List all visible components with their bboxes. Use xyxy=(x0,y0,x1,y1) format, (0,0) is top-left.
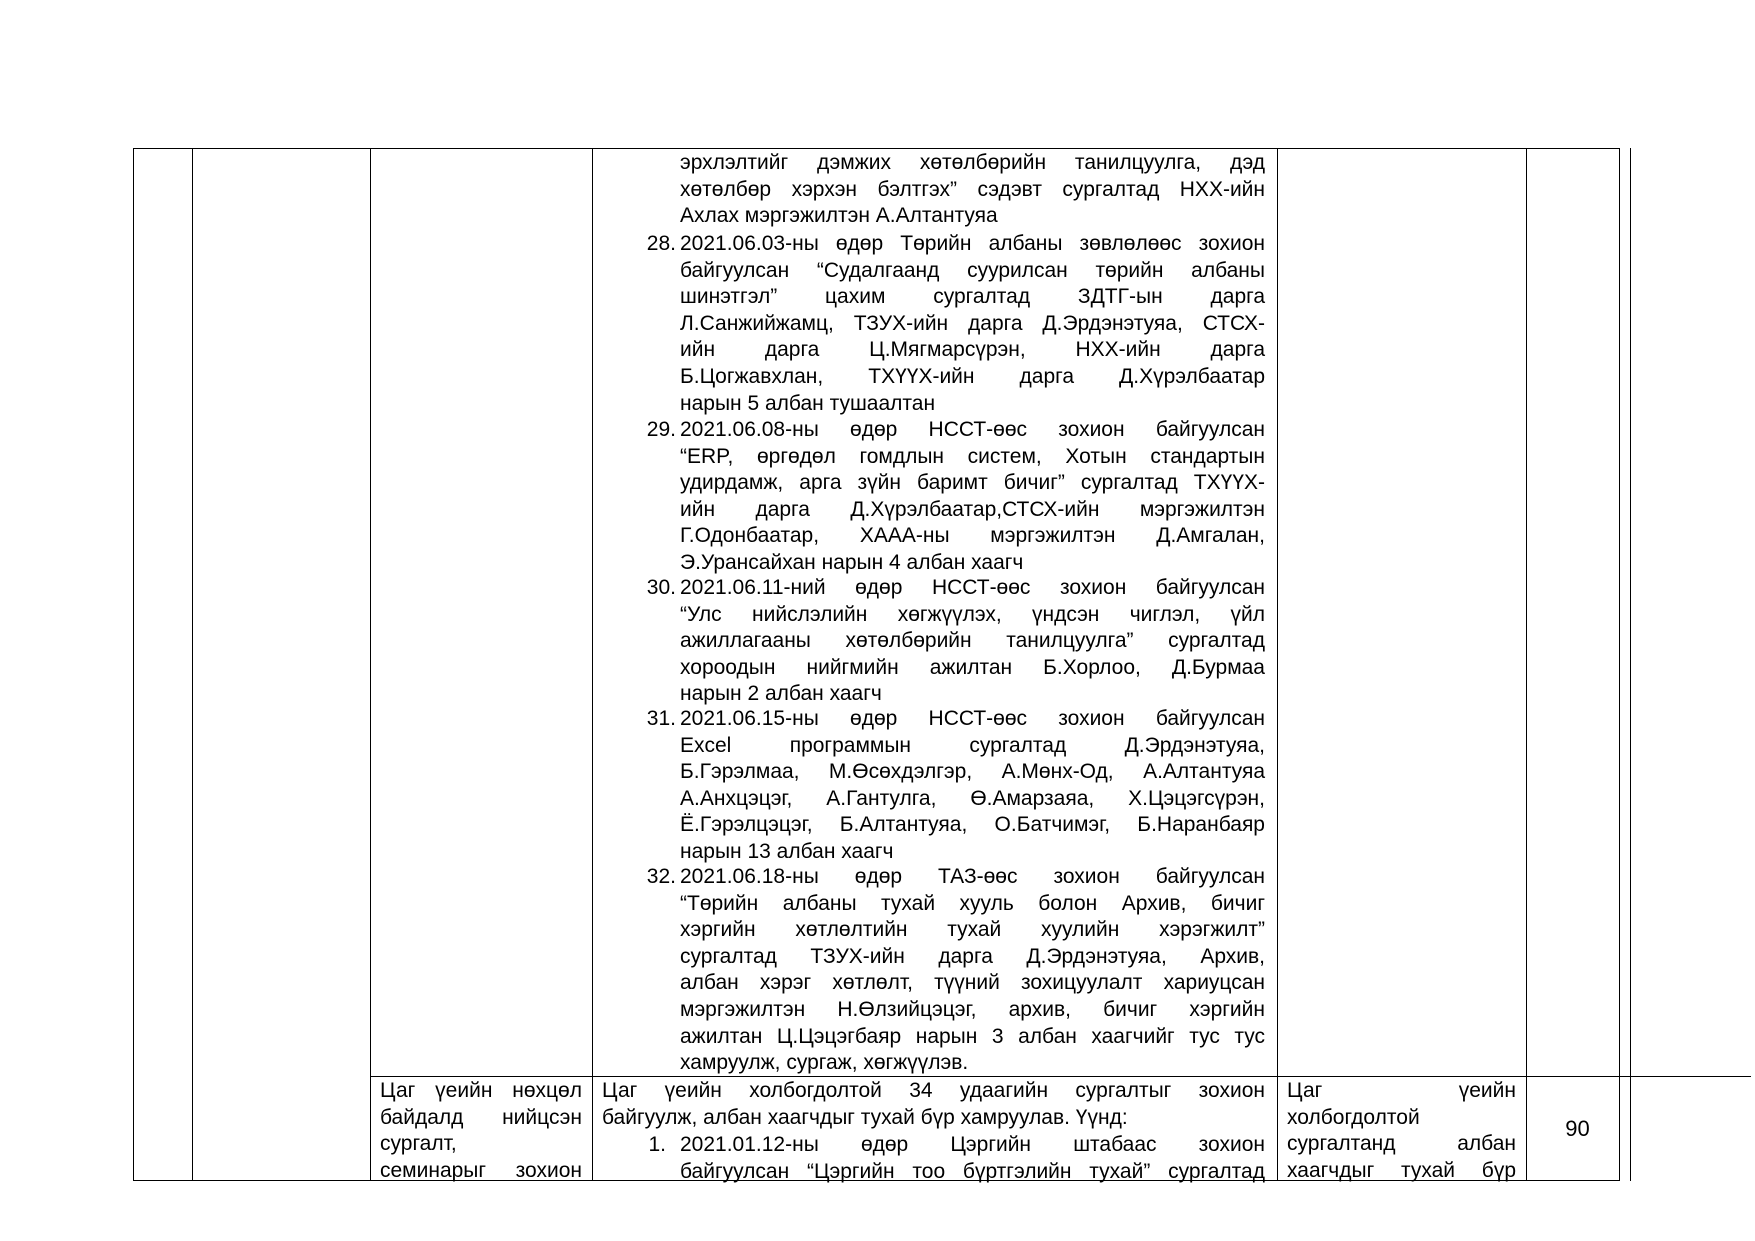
column-divider xyxy=(592,148,593,1181)
text-line: Цаг үеийн нөхцөл xyxy=(380,1079,582,1102)
list-item xyxy=(680,864,1265,1077)
text-line: “Төрийн албаны тухай хууль болон Архив, бичиг xyxy=(680,891,1265,915)
text-line: ажиллагааны хөтөлбөрийн танилцуулга” сургалтад xyxy=(680,629,1265,653)
score-value: 90 xyxy=(1565,1116,1590,1141)
continued-item xyxy=(680,150,1265,230)
column-divider xyxy=(1526,148,1527,1181)
row2-col5-text xyxy=(1287,1078,1516,1184)
text-line: нарын 13 албан хаагч xyxy=(680,839,894,863)
text-line: ийн дарга Д.Хүрэлбаатар,СТСХ-ийн мэргэжилтэн xyxy=(680,497,1265,521)
text-line: хэргийн хөтлөлтийн тухай хуулийн хэрэгжилт” xyxy=(680,918,1265,942)
text-line: Л.Санжийжамц, ТЗУХ-ийн дарга Д.Эрдэнэтуяа, СТСХ- xyxy=(680,311,1265,335)
column-divider xyxy=(192,148,193,1181)
text-line: холбогдолтой xyxy=(1287,1105,1420,1129)
text-line: сургалтанд албан xyxy=(1287,1132,1516,1156)
column-divider xyxy=(1630,148,1631,1181)
text-line: албан хэрэг хөтлөлт, түүний зохицуулалт хариуцсан xyxy=(680,971,1265,995)
list-item xyxy=(680,1132,1265,1185)
text-line: 2021.06.03-ны өдөр Төрийн албаны зөвлөлөөс зохион xyxy=(680,232,1265,255)
list-number: 30. xyxy=(646,576,676,599)
text-line: Э.Урансайхан нарын 4 албан хаагч xyxy=(680,550,1024,574)
list-item xyxy=(680,231,1265,417)
text-line: А.Анхцэцэг, А.Гантулга, Ө.Амарзаяа, Х.Цэцэгсүрэн, xyxy=(680,786,1265,810)
text-line: удирдамж, арга зүйн баримт бичиг” сургалтад ТХҮҮХ- xyxy=(680,471,1265,495)
text-line: эрхлэлтийг дэмжих хөтөлбөрийн танилцуулга, дэд xyxy=(680,151,1265,174)
text-line: 2021.06.08-ны өдөр НССТ-өөс зохион байгуулсан xyxy=(680,418,1265,441)
text-line: байгуулсан “Судалгаанд суурилсан төрийн албаны xyxy=(680,258,1265,282)
text-line: 2021.06.11-ний өдөр НССТ-өөс зохион байгуулсан xyxy=(680,576,1265,599)
row2-col4-intro xyxy=(602,1078,1265,1131)
text-line: нарын 2 албан хаагч xyxy=(680,682,882,706)
text-line: 2021.01.12-ны өдөр Цэргийн штабаас зохион xyxy=(680,1133,1265,1156)
list-item xyxy=(680,706,1265,866)
text-line: сургалт, xyxy=(380,1132,457,1156)
text-line: ажилтан Ц.Цэцэгбаяр нарын 3 албан хаагчийг тус тус xyxy=(680,1024,1265,1048)
list-item xyxy=(680,417,1265,577)
list-item xyxy=(680,575,1265,708)
column-divider xyxy=(1277,148,1278,1181)
text-line: Цаг үеийн холбогдолтой 34 удаагийн сургалтыг зохион xyxy=(602,1079,1265,1102)
text-line: Ахлах мэргэжилтэн А.Алтантуяа xyxy=(680,204,998,228)
text-line: “Улс нийслэлийн хөгжүүлэх, үндсэн чиглэл, үйл xyxy=(680,602,1265,626)
text-line: хамруулж, сургаж, хөгжүүлэв. xyxy=(680,1051,969,1075)
text-line: нарын 5 албан тушаалтан xyxy=(680,391,936,415)
text-line: хороодын нийгмийн ажилтан Б.Хорлоо, Д.Бурмаа xyxy=(680,655,1265,679)
text-line: байгуулж, албан хаагчдыг тухай бүр хамруулав. Үүнд: xyxy=(602,1105,1128,1129)
text-line: Ё.Гэрэлцэцэг, Б.Алтантуяа, О.Батчимэг, Б.Наранбаяр xyxy=(680,813,1265,837)
text-line: шинэтгэл” цахим сургалтад ЗДТГ-ын дарга xyxy=(680,285,1265,309)
text-line: 2021.06.18-ны өдөр ТАЗ-өөс зохион байгуулсан xyxy=(680,865,1265,888)
text-line: байдалд нийцсэн xyxy=(380,1105,582,1129)
text-line: сургалтад ТЗУХ-ийн дарга Д.Эрдэнэтуяа, Архив, xyxy=(680,944,1265,968)
text-line: байгуулсан “Цэргийн тоо бүртгэлийн тухай” сургалтад xyxy=(680,1159,1265,1183)
text-line: “ERP, өргөдөл гомдлын систем, Хотын стандартын xyxy=(680,444,1265,468)
list-number: 31. xyxy=(646,707,676,730)
row2-col3-text xyxy=(380,1078,582,1184)
text-line: Excel программын сургалтад Д.Эрдэнэтуяа, xyxy=(680,733,1265,757)
text-line: 2021.06.15-ны өдөр НССТ-өөс зохион байгуулсан xyxy=(680,707,1265,730)
text-line: Б.Гэрэлмаа, М.Өсөхдэлгэр, А.Мөнх-Од, А.Алтантуяа xyxy=(680,760,1265,784)
text-line: Б.Цогжавхлан, ТХҮҮХ-ийн дарга Д.Хүрэлбаатар xyxy=(680,364,1265,388)
list-number: 28. xyxy=(646,232,676,255)
text-line: хөтөлбөр хэрхэн бэлтгэх” сэдэвт сургалтад НХХ-ийн xyxy=(680,177,1265,201)
text-line: ийн дарга Ц.Мягмарсүрэн, НХХ-ийн дарга xyxy=(680,338,1265,362)
text-line: мэргэжилтэн Н.Өлзийцэцэг, архив, бичиг хэргийн xyxy=(680,997,1265,1021)
list-number: 1. xyxy=(648,1133,666,1156)
list-number: 32. xyxy=(646,865,676,888)
text-line: хаагчдыг тухай бүр xyxy=(1287,1158,1516,1182)
text-line: Цаг үеийн xyxy=(1287,1079,1516,1102)
text-line: семинарыг зохион xyxy=(380,1158,582,1182)
text-line: Г.Одонбаатар, ХААА-ны мэргэжилтэн Д.Амгалан, xyxy=(680,524,1265,548)
list-number: 29. xyxy=(646,418,676,441)
column-divider xyxy=(370,148,371,1181)
